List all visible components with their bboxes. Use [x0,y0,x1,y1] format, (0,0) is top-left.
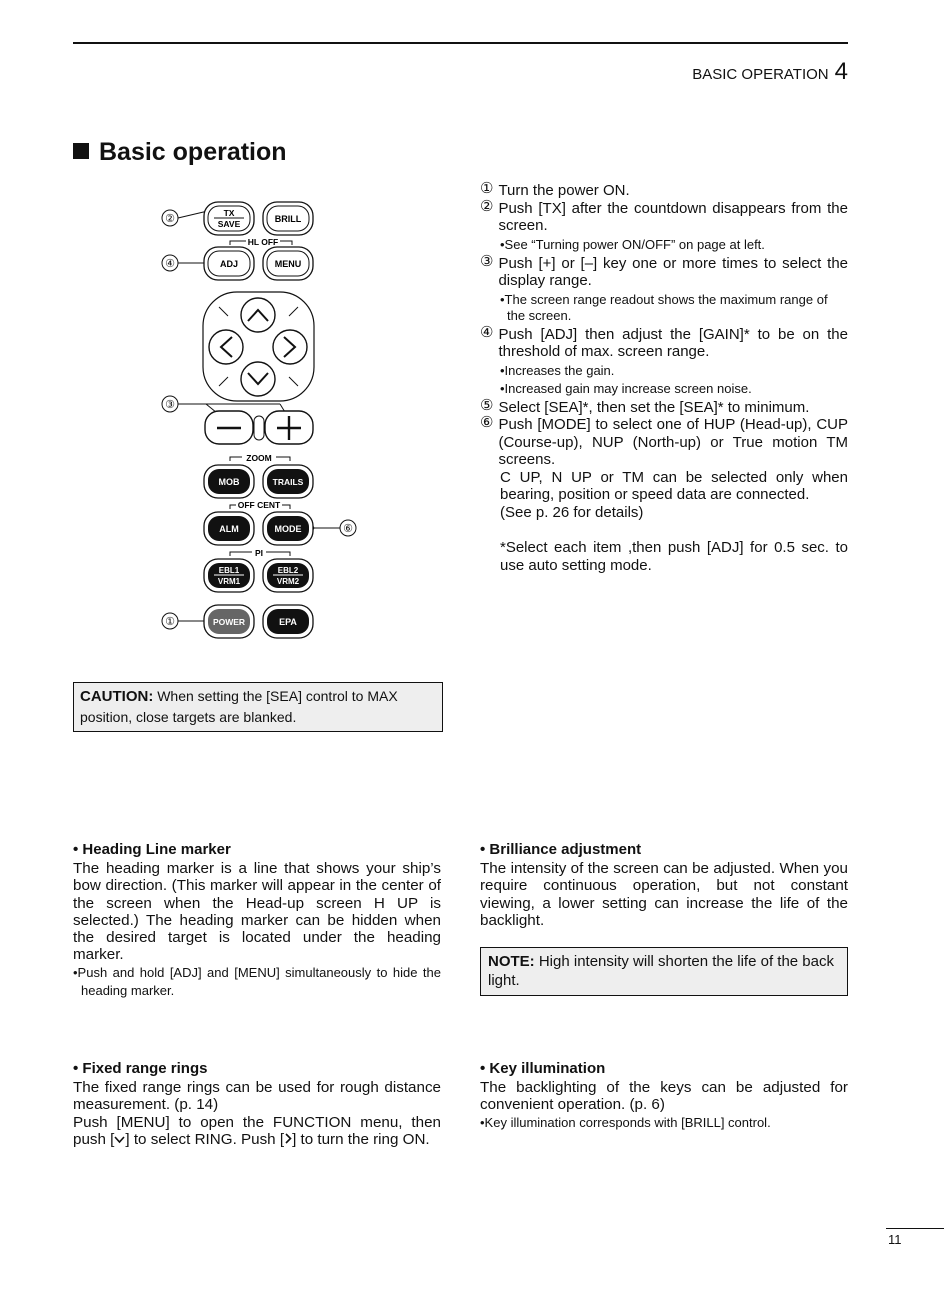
alm-label: ALM [219,524,239,534]
step-extra: C UP, N UP or TM can be selected only when bearing, position or speed data are connected. [500,468,848,503]
menu-label: MENU [274,259,302,269]
note-box [480,947,848,996]
step-number: ⑥ [480,414,494,431]
note-label: NOTE: [488,953,535,970]
brilliance-section [480,840,848,929]
plus-icon[interactable] [265,411,313,444]
mob-label: MOB [218,477,240,487]
step-2 [480,197,848,235]
note-text: High intensity will shorten the life of the back light. [488,953,834,989]
callout-6: ⑥ [343,523,353,535]
auto-setting-note: *Select each item ,then push [ADJ] for 0.5 sec. to use auto setting mode. [500,539,848,574]
step-text: Push [TX] after the countdown disappears from the screen. [498,199,848,234]
page-title-text: Basic operation [99,138,287,166]
left-arrow-icon[interactable] [209,330,243,364]
adj-label: ADJ [219,259,239,269]
step-bullet: •Increased gain may increase screen noise. [500,380,752,396]
up-arrow-icon[interactable] [241,298,275,332]
square-bullet-icon [73,143,89,159]
brill-button[interactable] [263,202,313,235]
step-text: Push [+] or [–] key one or more times to select the display range. [498,254,848,289]
section-title: • Key illumination [480,1060,606,1077]
section-bullet: •Push and hold [ADJ] and [MENU] simultaneously to hide the heading marker. [73,964,441,998]
callout-1: ① [165,616,175,628]
step-text: Push [MODE] to select one of HUP (Head-up), CUP (Course-up), NUP (North-up) or True motion TM screens. [498,416,848,468]
section-body: The heading marker is a line that shows your ship’s bow direction. (This marker will appear in the center of the screen when the Head-up screen H UP is selected.) The heading marker can be hidden when the desired target is located under the heading marker. [73,860,441,964]
step-bullet: •Increases the gain. [500,362,615,378]
heading-line-section [73,840,441,1000]
section-body-instructions: Push [MENU] to open the FUNCTION menu, then push [ ] to select RING. Push [ ] to turn the ring ON. [73,1113,441,1148]
section-title: • Brilliance adjustment [480,841,642,858]
callout-3: ③ [165,399,175,411]
off-cent-label: OFF CENT [237,500,281,510]
hl-off-label: HL OFF [247,237,279,247]
section-body: The fixed range rings can be used for rough distance measurement. (p. 14) [73,1079,441,1114]
zoom-divider [254,416,264,440]
section-bullet: •Key illumination corresponds with [BRILL] control. [480,1114,771,1130]
trails-label: TRAILS [272,477,304,487]
ebl1-label: EBL1 [218,566,240,575]
running-header [692,58,848,86]
step-text: Push [ADJ] then adjust the [GAIN]* to be on the threshold of max. screen range. [498,325,848,360]
tx-save-button[interactable] [204,202,254,235]
tx-label: TX [223,208,235,218]
alm-button[interactable] [204,512,254,545]
menu-button[interactable] [263,247,313,280]
callout-4: ④ [165,258,175,270]
right-arrow-icon[interactable] [273,330,307,364]
step-5 [480,396,848,417]
ebl1-vrm1-button[interactable] [204,559,254,592]
callout-2: ② [165,213,175,225]
footer-rule [886,1228,944,1229]
caution-text: When setting the [SEA] control to MAX position, close targets are blanked. [80,688,398,725]
mob-button[interactable] [204,465,254,498]
mode-label: MODE [274,524,302,534]
step-number: ④ [480,323,494,341]
step-extra: (See p. 26 for details) [500,503,644,521]
step-bullet: •See “Turning power ON/OFF” on page at left. [500,236,765,252]
page-number: 11 [888,1232,902,1247]
minus-icon[interactable] [205,411,253,444]
step-number: ② [480,197,494,215]
section-body: The intensity of the screen can be adjusted. When you require continuous operation, but not constant viewing, a lower setting can increase the life of the backlight. [480,860,848,929]
step-text: Turn the power ON. [498,182,630,199]
step-text: Select [SEA]*, then set the [SEA]* to minimum. [498,398,810,416]
power-button[interactable] [204,605,254,638]
step-3 [480,252,848,290]
steps-list [480,182,848,574]
step-bullet: •The screen range readout shows the maximum range of the screen. [500,291,828,323]
section-title: • Heading Line marker [73,841,231,858]
pi-label: PI [254,548,264,558]
step-1 [480,182,848,200]
epa-button[interactable] [263,605,313,638]
control-panel-illustration [150,195,370,645]
ebl2-label: EBL2 [277,566,299,575]
section-name: BASIC OPERATION [692,66,829,83]
step-number: ① [480,180,494,197]
section-body: The backlighting of the keys can be adjusted for convenient operation. (p. 6) [480,1079,848,1114]
adj-button[interactable] [204,247,254,280]
brill-label: BRILL [274,214,302,224]
caution-label: CAUTION: [80,688,154,705]
key-illumination-section [480,1059,848,1132]
trails-button[interactable] [263,465,313,498]
page-title [73,138,287,167]
power-label: POWER [212,617,246,627]
save-label: SAVE [217,219,241,229]
vrm1-label: VRM1 [217,577,241,586]
header-rule [73,42,848,44]
down-arrow-icon [114,1135,125,1144]
caution-box [73,682,443,732]
section-title: • Fixed range rings [73,1060,208,1077]
fixed-range-rings-section [73,1059,441,1148]
step-number: ⑤ [480,396,494,414]
down-arrow-icon[interactable] [241,362,275,396]
mode-button[interactable] [263,512,313,545]
vrm2-label: VRM2 [276,577,300,586]
step-number: ③ [480,252,494,270]
step-4 [480,323,848,361]
epa-label: EPA [279,617,297,627]
chapter-number: 4 [834,58,848,85]
right-arrow-icon [284,1133,292,1144]
zoom-label: ZOOM [246,453,272,463]
ebl2-vrm2-button[interactable] [263,559,313,592]
step-6 [480,416,848,469]
